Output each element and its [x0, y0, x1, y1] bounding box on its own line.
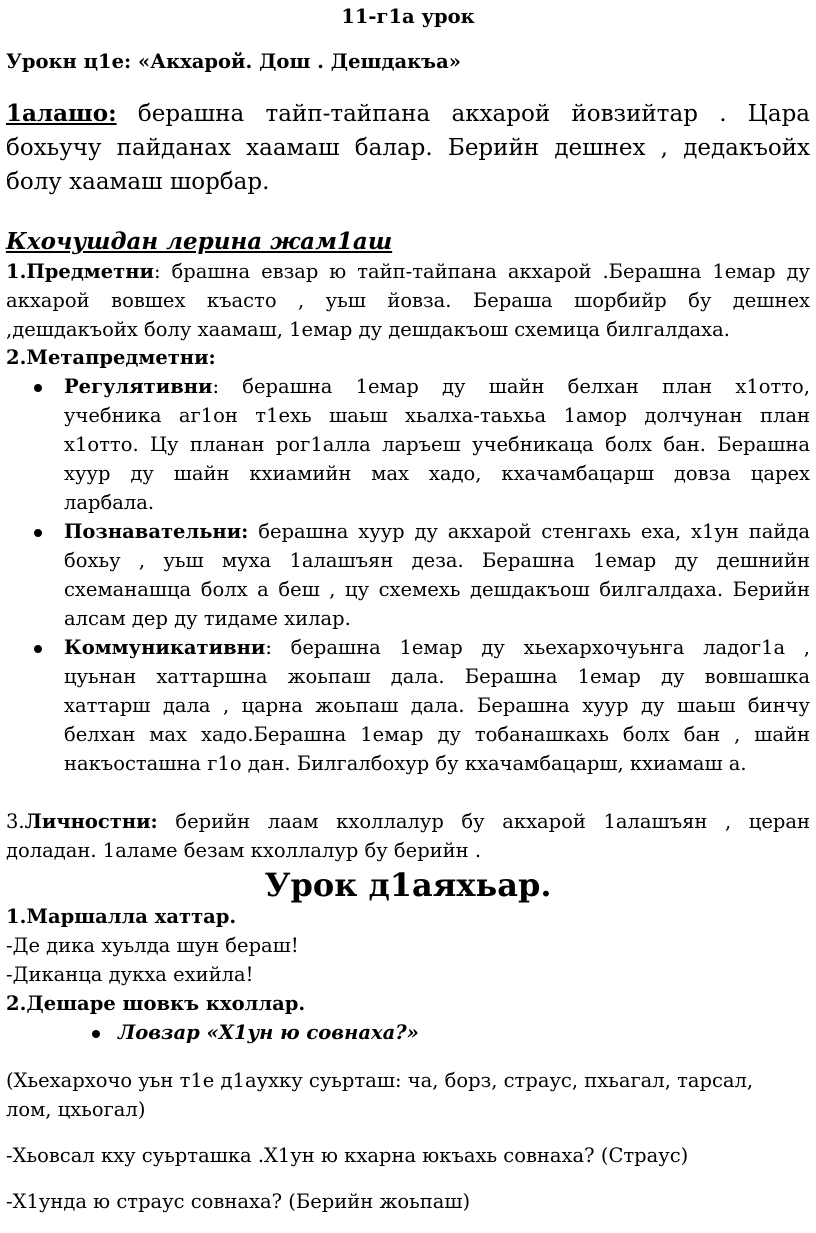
- lesson-flow-title: Урок д1аяхьар.: [264, 866, 552, 904]
- bullet-cognitive-line-2: бохьу , уьш муха 1алашъян деза. Берашна 1емар ду дешнийн: [64, 549, 810, 572]
- greeting-line-2: -Диканца дукха ехийла!: [6, 963, 254, 986]
- subject-text-1: : брашна евзар ю тайп-тайпана акхарой .Берашна 1емар ду: [153, 260, 810, 283]
- bullet-dot-icon: [92, 1030, 100, 1038]
- topic-value: «Акхарой. Дош . Дешдакъа»: [138, 50, 461, 73]
- bullet-dot-icon: [34, 384, 42, 392]
- section1-heading: 1.Маршалла хаттар.: [6, 905, 237, 928]
- bullet-cognitive-line-4: алсам дер ду тидаме хилар.: [64, 607, 351, 630]
- bullet-text: : берашна 1емар ду шайн белхан план х1отто,: [212, 375, 810, 398]
- paragraph-1-line-2: лом, цхьогал): [6, 1098, 146, 1121]
- bullet-communicative-line-2: цуьнан хаттаршна жоьпаш дала. Берашна 1емар ду вовшашка: [64, 665, 810, 688]
- bullet-cognitive-line-1: [64, 517, 810, 547]
- bullet-communicative-line-3: хаттарш дала , царна жоьпаш дала. Берашна хуур ду шаьш бинчу: [64, 694, 810, 717]
- bullet-label: Регулятивни: [64, 375, 213, 398]
- bullet-label: Познавательни:: [64, 520, 249, 543]
- aim-line-2: бохьучу пайданах хаамаш балар. Берийн дешнех , дедакъойх: [6, 135, 810, 161]
- bullet-cognitive-line-3: схеманашца болх а беш , цу схемехь дешдакъош билгалдаха. Берийн: [64, 578, 810, 601]
- aim-line-3: болу хаамаш шорбар.: [6, 169, 270, 195]
- bullet-communicative-line-5: накъосташна г1о дан. Билгалбохур бу кхачамбацарш, кхиамаш а.: [64, 752, 747, 775]
- topic-label: Урокн ц1е:: [6, 50, 132, 73]
- bullet-regulative-line-5: ларбала.: [64, 491, 155, 514]
- bullet-communicative-line-4: белхан мах хадо.Берашна 1емар ду тобанашкахь болх бан , шайн: [64, 723, 810, 746]
- greeting-line-1: -Де дика хуьлда шун бераш!: [6, 934, 299, 957]
- bullet-regulative-line-4: хуур ду шайн кхиамийн мах хадо, кхачамбацарш довза царех: [64, 462, 810, 485]
- paragraph-2: -Хьовсал кху суьрташка .Х1ун ю кхарна юкъахь совнаха? (Страус): [6, 1144, 689, 1167]
- bullet-regulative-line-1: [64, 372, 810, 402]
- personal-text-1: берийн лаам кхоллалур бу акхарой 1алашъян , церан: [157, 810, 810, 833]
- game-title: Ловзар «Х1ун ю совнаха?»: [118, 1021, 419, 1044]
- personal-label: Личностни:: [24, 810, 158, 833]
- bullet-dot-icon: [34, 645, 42, 653]
- bullet-regulative-line-3: х1отто. Цу планан рог1алла ларъеш учебникаца болх бан. Берашна: [64, 433, 810, 456]
- aim-text-1: берашна тайп-тайпана акхарой йовзийтар . Цара: [137, 101, 810, 127]
- bullet-regulative-line-2: учебника аг1он т1ехь шаьш хьалха-таьхьа 1амор долчунан план: [64, 404, 810, 427]
- aim-label: 1алашо:: [6, 100, 117, 127]
- bullet-label: Коммуникативни: [64, 636, 266, 659]
- personal-num: 3.: [6, 810, 25, 833]
- subject-line-3: ,дешдакъойх болу хаамаш, 1емар ду дешдакъош схемица билгалдаха.: [6, 318, 731, 341]
- section2-heading: 2.Дешаре шовкъ кхоллар.: [6, 992, 306, 1015]
- bullet-communicative-line-1: [64, 633, 810, 663]
- personal-line-1: [6, 807, 810, 837]
- results-heading: Кхочушдан лерина жам1аш: [6, 228, 393, 255]
- subject-line-2: акхарой вовшех къасто , уьш йовза. Бераша шорбийр бу дешнех: [6, 289, 810, 312]
- lesson-topic: [6, 47, 810, 77]
- paragraph-1-line-1: (Хьехархочо уьн т1е д1аухку суьрташ: ча, борз, страус, пхьагал, тарсал,: [6, 1069, 754, 1092]
- subject-label: 1.Предметни: [6, 260, 154, 283]
- personal-line-2: доладан. 1аламе безам кхоллалур бу берийн .: [6, 839, 482, 862]
- aim-line-1: [6, 96, 810, 132]
- subject-line-1: [6, 257, 810, 287]
- meta-heading: 2.Метапредметни:: [6, 346, 216, 369]
- paragraph-3: -Х1унда ю страус совнаха? (Берийн жоьпаш): [6, 1190, 471, 1213]
- bullet-text: берашна хуур ду акхарой стенгахь еха, х1ун пайда: [248, 520, 810, 543]
- lesson-number: 11-г1а урок: [341, 5, 475, 28]
- bullet-dot-icon: [34, 529, 42, 537]
- bullet-text: : берашна 1емар ду хьехархочуьнга ладог1а ,: [265, 636, 810, 659]
